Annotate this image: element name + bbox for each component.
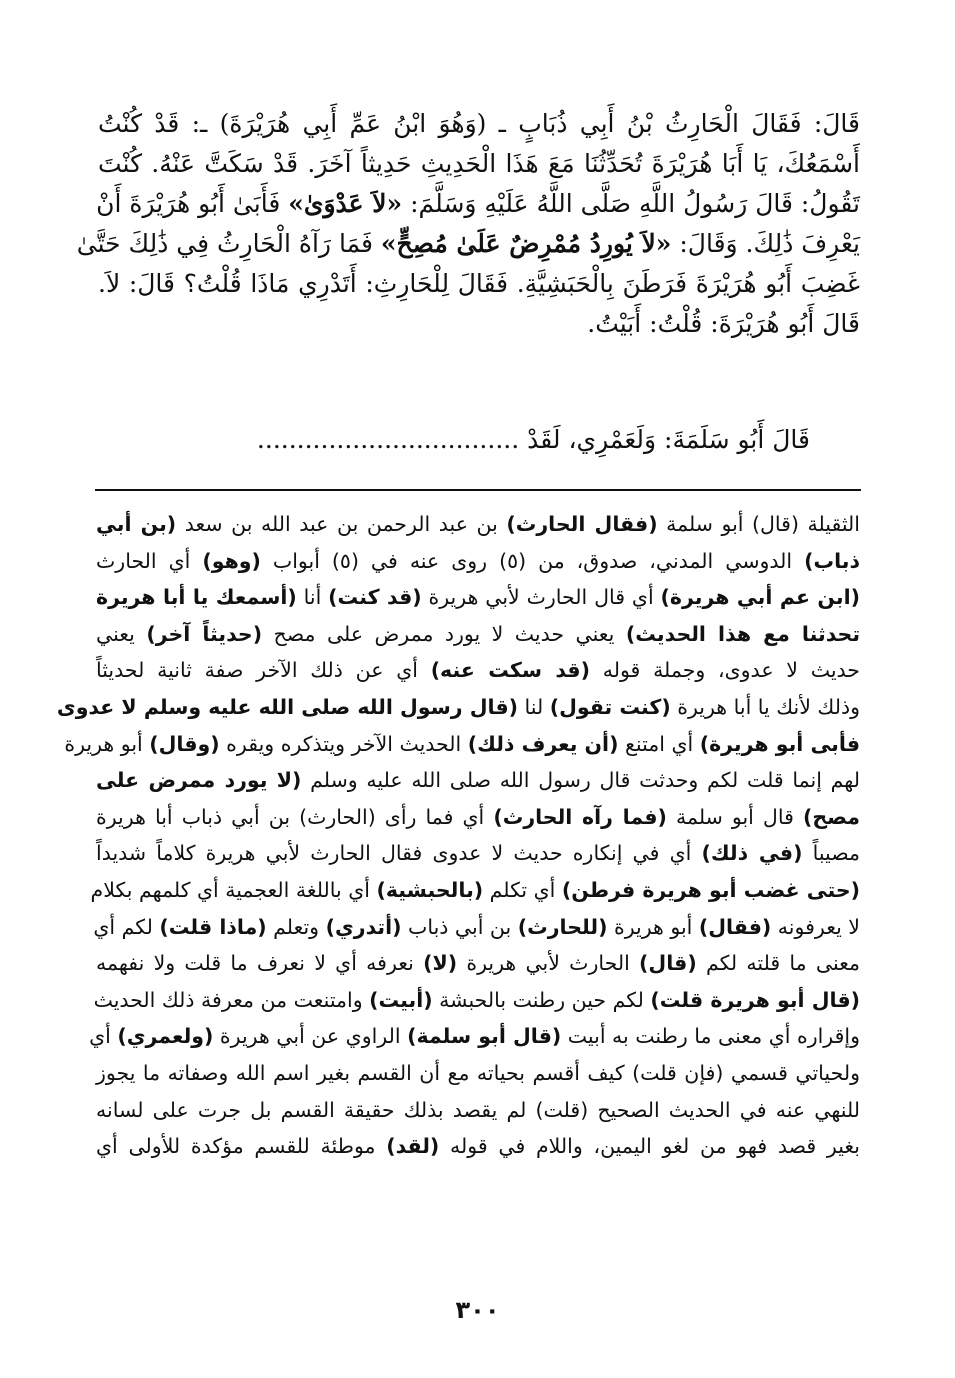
bold-quote-segment: (قد سكت عنه)	[430, 658, 590, 683]
bold-quote-segment: فأبى أبو هريرة)	[699, 731, 860, 756]
text-segment: وإقراره أي معنى ما رطنت به أبيت	[561, 1024, 860, 1049]
main-text-line	[98, 144, 860, 184]
commentary-line	[96, 1128, 860, 1164]
text-segment: للنهي عنه في الحديث الصحيح (قلت) لم يقصد بذلك حقيقة القسم بل جرت على لسانه	[96, 1097, 860, 1122]
text-segment: وذلك لأنك يا أبا هريرة	[670, 695, 860, 719]
bold-quote-segment: (ولعمري)	[117, 1024, 214, 1049]
text-segment: لنا	[518, 695, 550, 719]
text-segment: أبو هريرة	[64, 731, 150, 756]
footnote-divider	[95, 489, 861, 491]
commentary-line	[96, 616, 860, 652]
page-number: ٣٠٠	[455, 1296, 500, 1324]
main-text-last-line	[96, 420, 810, 460]
text-segment: لهم إنما قلت لكم وحدثت قال رسول الله صلى الله عليه وسلم	[301, 768, 860, 793]
text-segment: غَضِبَ أَبُو هُرَيْرَةَ فَرَطَنَ بِالْحَبَشِيَّةِ. فَقَالَ لِلْحَارِثِ: أَتَدْرِي مَاذَا قُلْتُ؟ قَالَ: لاَ.	[98, 269, 860, 298]
commentary-line	[90, 872, 860, 908]
bold-quote-segment: (بن أبي	[96, 512, 177, 536]
text-segment: أي تكلم	[483, 878, 562, 902]
text-segment: الحارث لأبي هريرة	[457, 951, 640, 976]
bold-quote-segment: (فما رآه الحارث)	[493, 804, 667, 829]
text-segment: أي فما رأى (الحارث) بن أبي ذباب أبا هريرة	[96, 804, 494, 829]
main-text-line	[98, 184, 860, 224]
bold-quote-segment: (قال رسول الله صلى الله عليه وسلم لا عدوى	[56, 695, 519, 719]
bold-quote-segment: «لاَ عَدْوَىٰ»	[288, 189, 403, 218]
text-segment: أبو هريرة	[607, 914, 699, 939]
text-segment: مصيباً	[802, 841, 860, 866]
text-segment: أي في إنكاره حديث لا عدوى فقال الحارث لأبي هريرة كلاماً شديداً	[96, 841, 702, 866]
text-segment: لكم أي	[93, 914, 160, 939]
bold-quote-segment: مصح)	[802, 804, 861, 829]
text-segment: أنا	[296, 585, 329, 610]
bold-quote-segment: (حديثاً آخر)	[146, 621, 263, 646]
commentary-line	[96, 1055, 860, 1091]
commentary-line	[96, 799, 860, 835]
text-segment: لكم حين رطنت بالحبشة	[432, 987, 651, 1012]
commentary-line	[96, 762, 860, 798]
text-segment: أي عن ذلك الآخر صفة ثانية لحديثاً	[96, 658, 431, 683]
text-segment: موطئة للقسم مؤكدة للأولى أي	[96, 1134, 387, 1159]
text-segment: أي امتنع	[618, 731, 700, 756]
bold-quote-segment: (فقال الحارث)	[506, 512, 658, 536]
text-segment: أي باللغة العجمية أي كلمهم بكلام	[90, 878, 377, 902]
main-text-line	[98, 264, 860, 304]
bold-quote-segment: (قال)	[639, 951, 697, 976]
bold-quote-segment: (لا يورد ممرض على	[96, 768, 302, 793]
bold-quote-segment: (فقال)	[698, 914, 772, 939]
bold-quote-segment: (قال أبو هريرة قلت)	[650, 987, 860, 1012]
text-segment: الراوي عن أبي هريرة	[213, 1024, 408, 1049]
bold-quote-segment: «لاَ يُورِدُ مُمْرِضٌ عَلَىٰ مُصِحٍّ»	[380, 229, 672, 258]
bold-quote-segment: (أسمعك يا أبا هريرة	[96, 585, 297, 610]
main-text-line	[98, 104, 860, 144]
text-segment: نعرفه أي لا نعرف ما قلت ولا نفهمه	[96, 951, 424, 976]
bold-quote-segment: (أتدري)	[325, 914, 402, 939]
bold-quote-segment: (في ذلك)	[701, 841, 803, 866]
text-segment: يَعْرِفَ ذَٰلِكَ. وَقَالَ:	[671, 229, 860, 258]
commentary-line	[96, 945, 860, 981]
text-segment: الثقيلة (قال) أبو سلمة	[657, 512, 860, 536]
main-text-tail: قَالَ أَبُو سَلَمَةَ: وَلَعَمْرِي، لَقَدْ	[527, 425, 810, 454]
text-segment: بن عبد الرحمن بن عبد الله بن سعد	[176, 512, 507, 536]
bold-quote-segment: (لقد)	[386, 1134, 440, 1159]
text-segment: وتعلم	[266, 914, 326, 939]
text-segment: يعني	[96, 621, 147, 646]
commentary-line	[93, 909, 860, 945]
text-segment: بن أبي ذباب	[401, 914, 518, 939]
commentary-line	[96, 579, 860, 615]
bold-quote-segment: (للحارث)	[517, 914, 608, 939]
text-segment: أَسْمَعُكَ، يَا أَبَا هُرَيْرَةَ تُحَدِّثُنَا مَعَ هَذَا الْحَدِيثِ حَدِيثاً آخَرَ. قَدْ سَكَتَّ عَنْهُ. كُنْتَ	[98, 149, 860, 178]
text-segment: الدوسي المدني، صدوق، من (٥) روى عنه في (٥) أبواب	[260, 548, 805, 573]
bold-quote-segment: (ماذا قلت)	[159, 914, 267, 939]
text-segment: أي قال الحارث لأبي هريرة	[421, 585, 661, 610]
bold-quote-segment: (لا)	[423, 951, 458, 976]
commentary-line	[96, 652, 860, 688]
commentary-line	[96, 1092, 860, 1128]
commentary-line	[56, 689, 860, 725]
bold-quote-segment: (وقال)	[149, 731, 220, 756]
text-segment: ولحياتي قسمي (فإن قلت) كيف أقسم بحياته مع أن القسم بغير اسم الله وصفاته ما يجوز	[96, 1061, 860, 1085]
main-text-line	[76, 224, 860, 264]
bold-quote-segment: ذباب)	[804, 548, 860, 573]
text-segment: فَمَا رَآهُ الْحَارِثُ فِي ذَٰلِكَ حَتَّىٰ	[76, 229, 381, 258]
text-segment: أي الحارث	[96, 548, 203, 573]
text-segment: تَقُولُ: قَالَ رَسُولُ اللَّهِ صَلَّى اللَّهُ عَلَيْهِ وَسَلَّمَ:	[402, 189, 860, 218]
bold-quote-segment: (قال أبو سلمة)	[407, 1024, 562, 1049]
text-segment: معنى ما قلته لكم	[696, 951, 860, 976]
bold-quote-segment: (أبيت)	[369, 987, 433, 1012]
commentary-line	[89, 1018, 860, 1054]
commentary-line	[96, 835, 860, 871]
text-segment: فَأَبَىٰ أَبُو هُرَيْرَةَ أَنْ	[96, 189, 289, 218]
commentary-line	[96, 543, 860, 579]
text-segment: لا يعرفونه	[771, 914, 860, 939]
text-segment: قال أبو سلمة	[666, 804, 803, 829]
text-segment: وامتنعت من معرفة ذلك الحديث	[93, 987, 370, 1012]
ellipsis-dots: .................................	[256, 425, 520, 454]
bold-quote-segment: (أن يعرف ذلك)	[467, 731, 619, 756]
bold-quote-segment: (حتى غضب أبو هريرة فرطن)	[561, 878, 860, 902]
bold-quote-segment: (كنت تقول)	[549, 695, 671, 719]
text-segment: قَالَ: فَقَالَ الْحَارِثُ بْنُ أَبِي ذُبَابٍ ـ (وَهُوَ ابْنُ عَمِّ أَبِي هُرَيْرَةَ) ـ: قَدْ كُنْتُ	[98, 109, 860, 138]
bold-quote-segment: (وهو)	[202, 548, 261, 573]
commentary-line	[96, 506, 860, 542]
text-segment: قَالَ أَبُو هُرَيْرَةَ: قُلْتُ: أَبَيْتُ.	[587, 309, 860, 338]
bold-quote-segment: (بالحبشية)	[376, 878, 484, 902]
text-segment: بغير قصد فهو من لغو اليمين، واللام في قوله	[439, 1134, 860, 1159]
text-segment: أي	[89, 1024, 118, 1049]
bold-quote-segment: (ابن عم أبي هريرة)	[660, 585, 860, 610]
text-segment: يعني حديث لا يورد ممرض على مصح	[262, 621, 626, 646]
commentary-line	[64, 726, 860, 762]
bold-quote-segment: تحدثنا مع هذا الحديث)	[625, 621, 861, 646]
main-text-line	[98, 304, 860, 344]
text-segment: الحديث الآخر ويتذكره ويقره	[219, 731, 468, 756]
bold-quote-segment: (قد كنت)	[328, 585, 422, 610]
text-segment: حديث لا عدوى، وجملة قوله	[589, 658, 860, 683]
commentary-line	[93, 982, 860, 1018]
